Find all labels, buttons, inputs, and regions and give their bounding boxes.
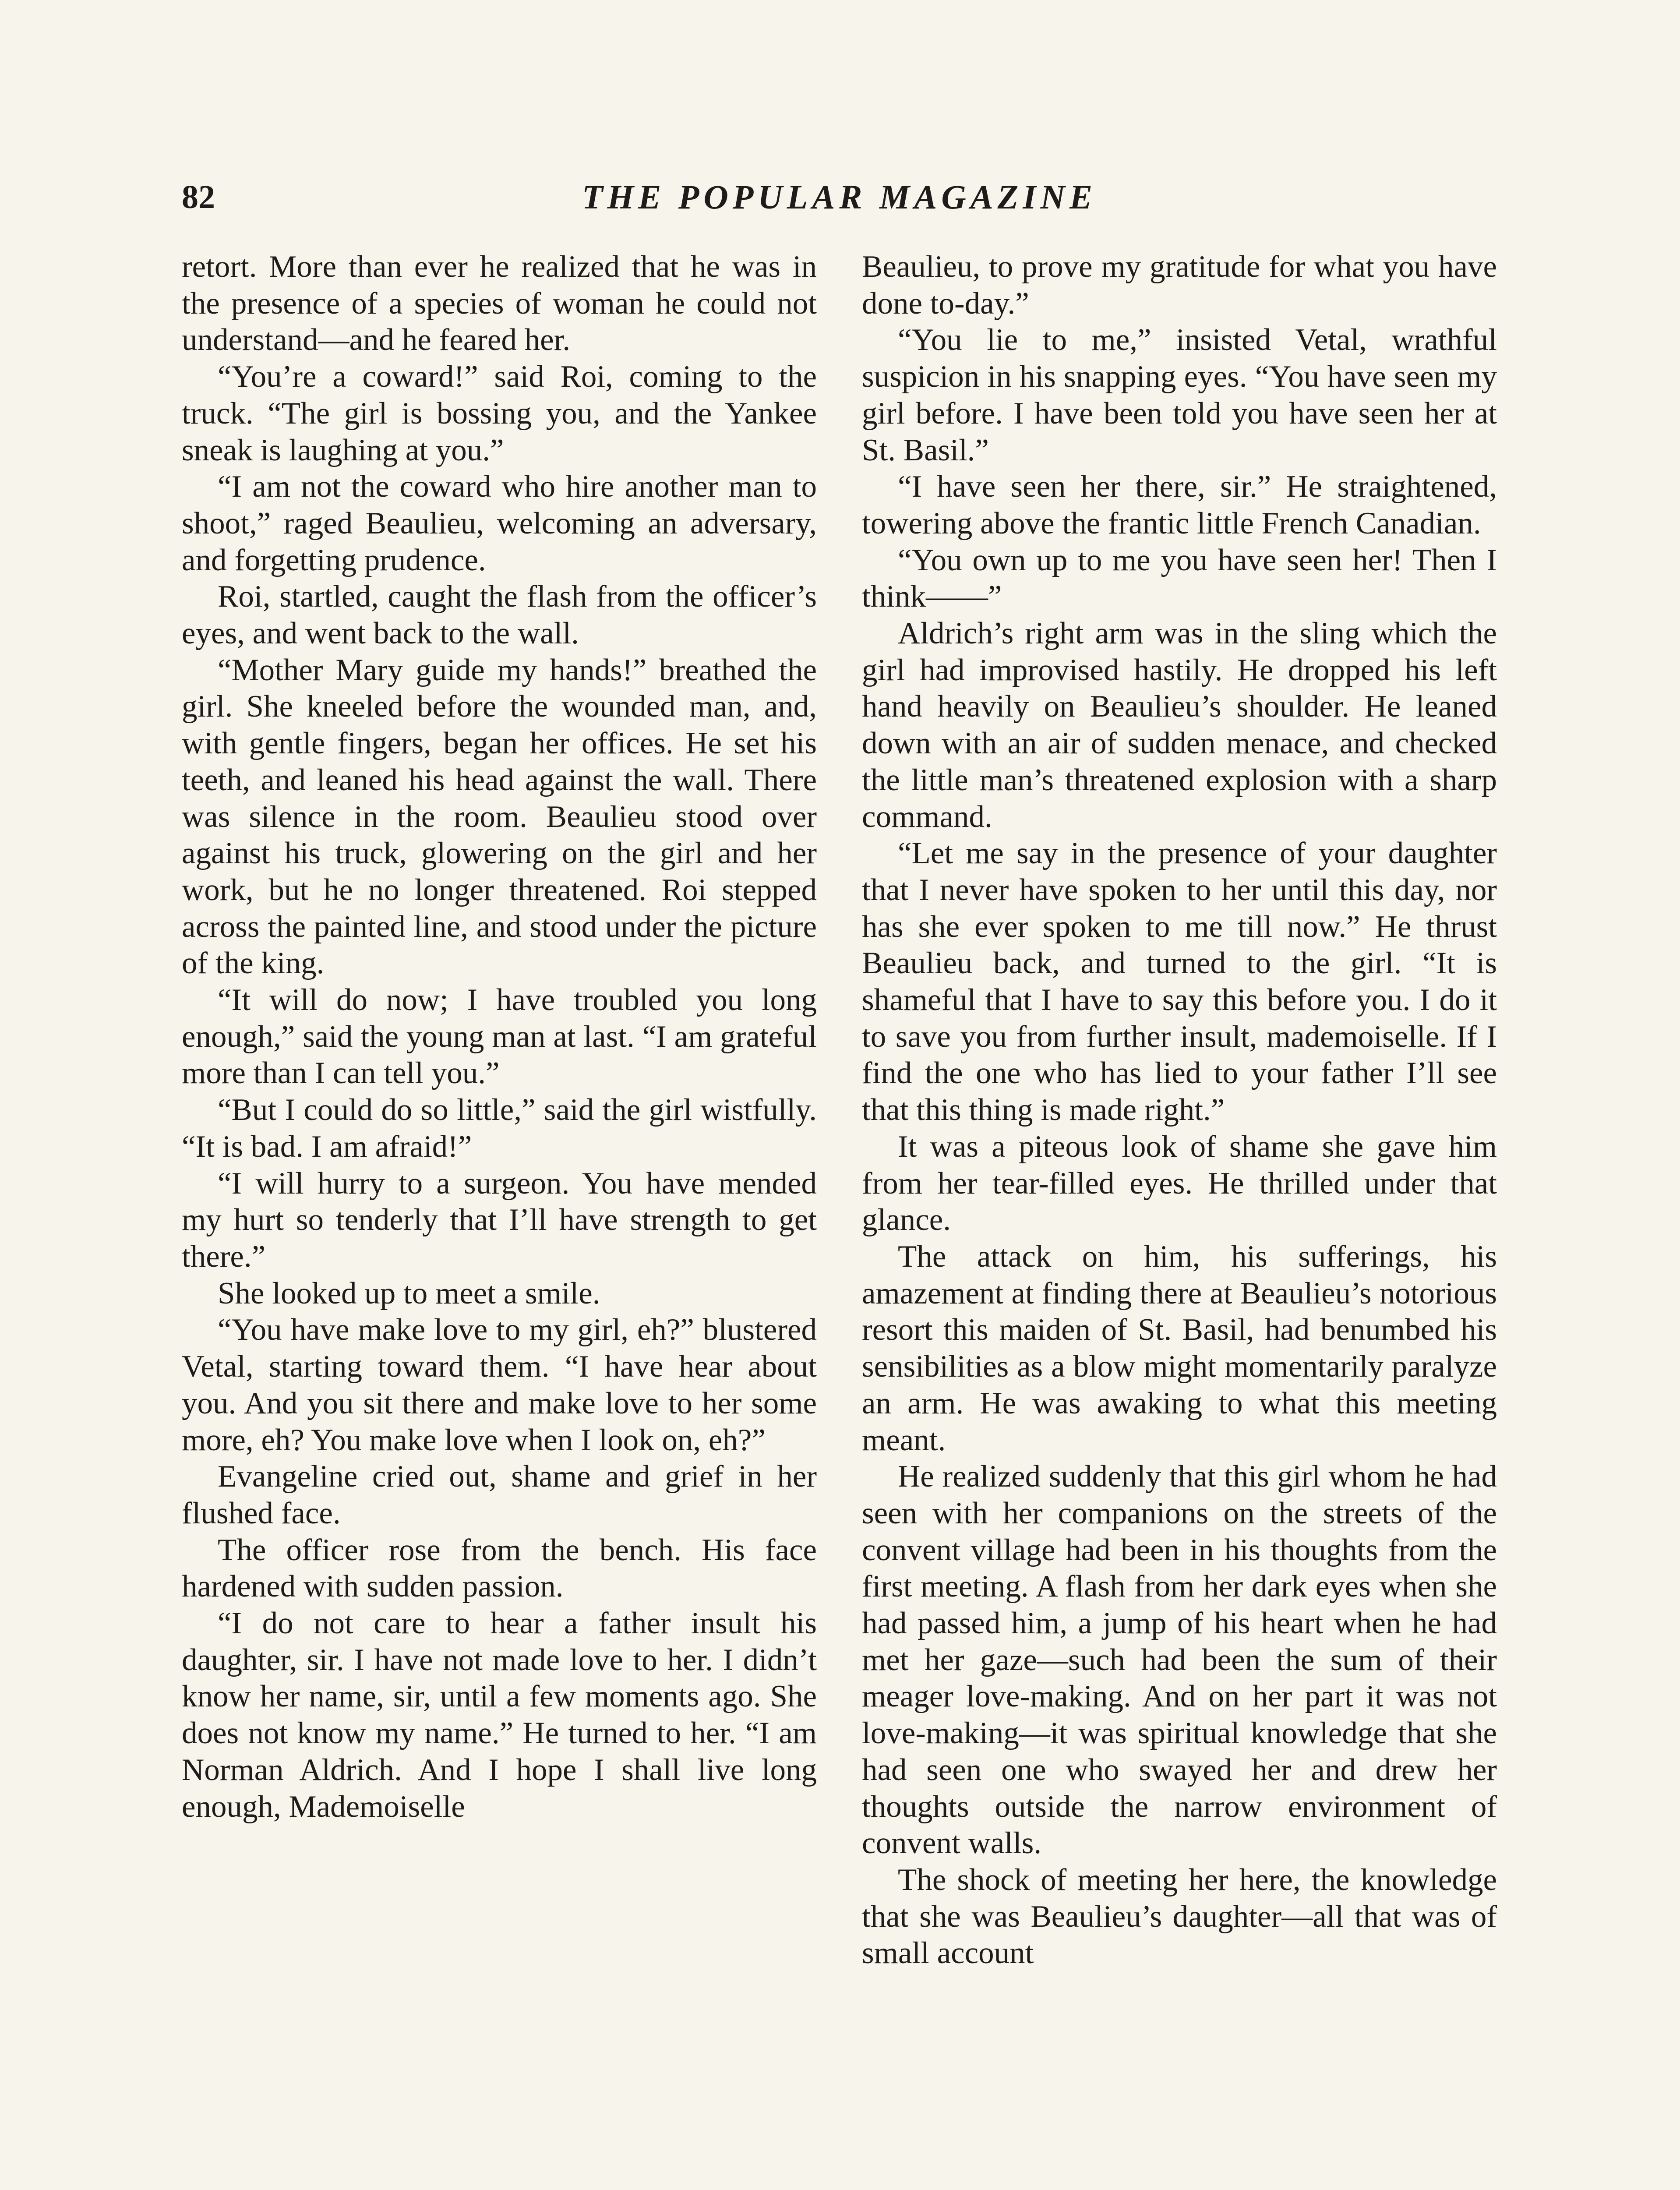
- paragraph: “You own up to me you have seen her! Then I think——”: [862, 543, 1497, 614]
- paragraph: It was a piteous look of shame she gave him from her tear-filled eyes. He thrilled under that glance.: [862, 1129, 1497, 1237]
- paragraph: “Let me say in the presence of your daughter that I never have spoken to her until this day, nor has she ever spoken to me till now.” He thrust Beaulieu back, and turned to the girl. “It is shameful that I have to say this before you. I do it to save you from further insult, mademoiselle. If I find the one who has lied to your father I’ll see that this thing is made right.”: [862, 836, 1497, 1127]
- paragraph: “But I could do so little,” said the girl wistfully. “It is bad. I am afraid!”: [182, 1093, 817, 1164]
- paragraph: “Mother Mary guide my hands!” breathed the girl. She kneeled before the wounded man, and, with gentle fingers, began her offices. He set his teeth, and leaned his head against the wall. There was silence in the room. Beaulieu stood over against his truck, glowering on the girl and her work, but he no longer threatened. Roi stepped across the painted line, and stood under the picture of the king.: [182, 653, 817, 981]
- paragraph: “You lie to me,” insisted Vetal, wrathful suspicion in his snapping eyes. “You have seen my girl before. I have been told you have seen her at St. Basil.”: [862, 323, 1497, 467]
- paragraph: The attack on him, his sufferings, his amazement at finding there at Beaulieu’s notorious resort this maiden of St. Basil, had benumbed his sensibilities as a blow might momentarily paralyze an arm. He was awaking to what this meeting meant.: [862, 1239, 1497, 1457]
- paragraph: Beaulieu, to prove my gratitude for what you have done to-day.”: [862, 250, 1497, 321]
- paragraph: “You’re a coward!” said Roi, coming to the truck. “The girl is bossing you, and the Yankee sneak is laughing at you.”: [182, 360, 817, 467]
- page-header: [182, 173, 1497, 221]
- paragraph: “It will do now; I have troubled you long enough,” said the young man at last. “I am grateful more than I can tell you.”: [182, 983, 817, 1091]
- paragraph: “I will hurry to a surgeon. You have mended my hurt so tenderly that I’ll have strength to get there.”: [182, 1166, 817, 1274]
- paragraph: The shock of meeting her here, the knowledge that she was Beaulieu’s daughter—all that was of small account: [862, 1862, 1497, 1971]
- magazine-title: THE POPULAR MAGAZINE: [582, 178, 1097, 216]
- paragraph: Aldrich’s right arm was in the sling which the girl had improvised hastily. He dropped his left hand heavily on Beaulieu’s shoulder. He leaned down with an air of sudden menace, and checked the little man’s threatened explosion with a sharp command.: [862, 616, 1497, 834]
- paragraph: “I am not the coward who hire another man to shoot,” raged Beaulieu, welcoming an adversary, and forgetting prudence.: [182, 470, 817, 577]
- paragraph: She looked up to meet a smile.: [218, 1276, 600, 1310]
- paragraph: retort. More than ever he realized that he was in the presence of a species of woman he could not understand—and he feared her.: [182, 250, 817, 357]
- right-column: [862, 249, 1497, 2190]
- paragraph: “You have make love to my girl, eh?” blustered Vetal, starting toward them. “I have hear about you. And you sit there and make love to her some more, eh? You make love when I look on, eh?”: [182, 1313, 817, 1457]
- paragraph: “I have seen her there, sir.” He straightened, towering above the frantic little French Canadian.: [862, 470, 1497, 540]
- paragraph: “I do not care to hear a father insult his daughter, sir. I have not made love to her. I didn’t know her name, sir, until a few moments ago. She does not know my name.” He turned to her. “I am Norman Aldrich. And I hope I shall live long enough, Mademoiselle: [182, 1606, 817, 1824]
- paragraph: Roi, startled, caught the flash from the officer’s eyes, and went back to the wall.: [182, 579, 817, 651]
- paragraph: He realized suddenly that this girl whom he had seen with her companions on the streets of the convent village had been in his thoughts from the first meeting. A flash from her dark eyes when she had passed him, a jump of his heart when he had met her gaze—such had been the sum of their meager love-making. And on her part it was not love-making—it was spiritual knowledge that she had seen one who swayed her and drew her thoughts outside the narrow environment of convent walls.: [862, 1459, 1497, 1861]
- paragraph: Evangeline cried out, shame and grief in her flushed face.: [182, 1459, 817, 1530]
- page-number: 82: [182, 179, 215, 215]
- left-column: [182, 249, 817, 2190]
- paragraph: The officer rose from the bench. His face hardened with sudden passion.: [182, 1533, 817, 1604]
